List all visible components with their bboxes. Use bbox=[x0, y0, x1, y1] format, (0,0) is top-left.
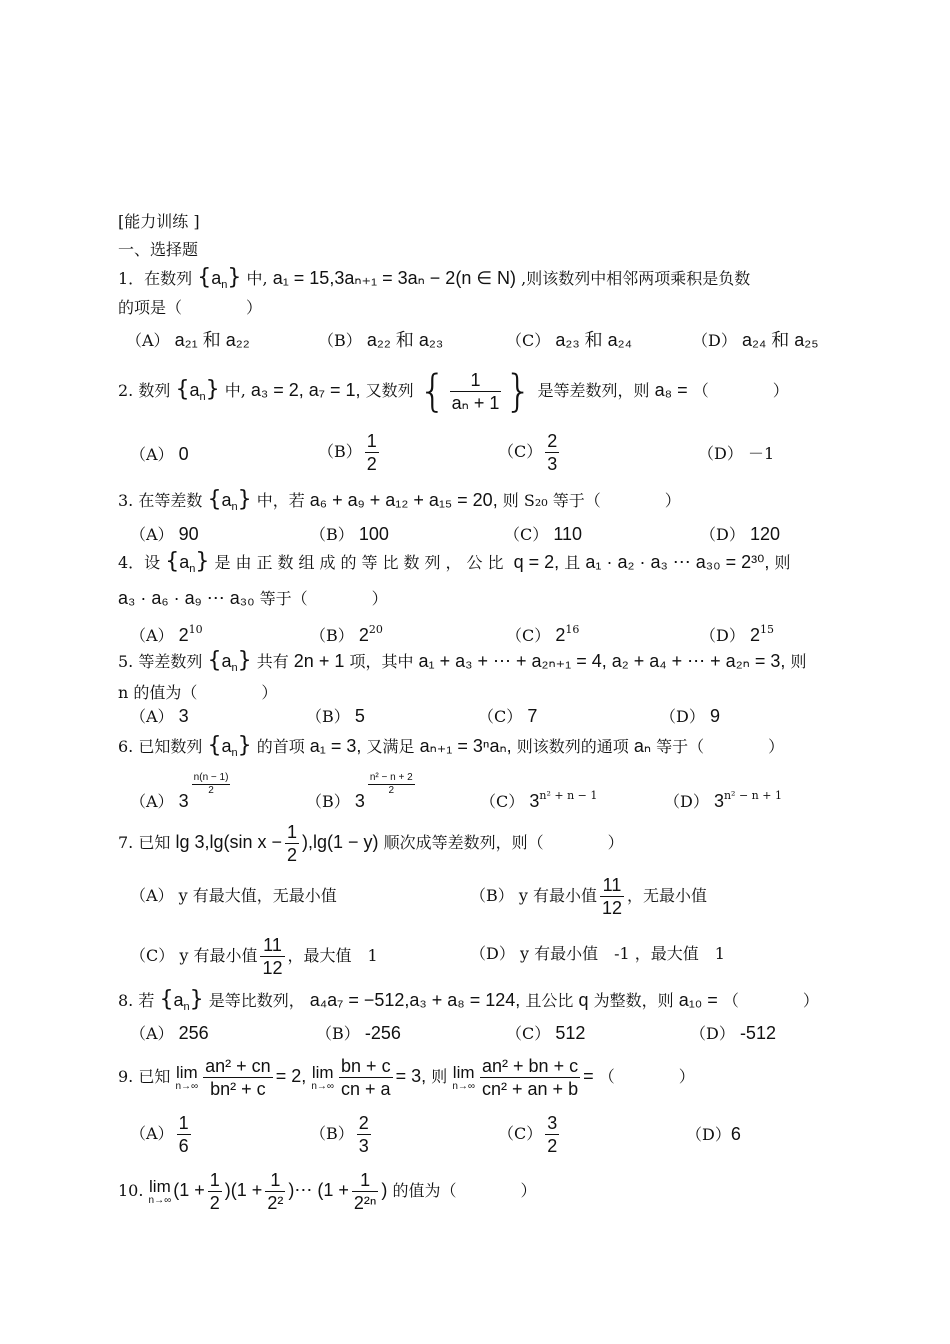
q5-option-d[interactable]: （D） 9 bbox=[660, 706, 720, 726]
q2-option-b[interactable]: （B） $\frac{1}{2}$ bbox=[318, 431, 377, 474]
q5-line2: n 的值为（ ） bbox=[118, 683, 278, 702]
question-8: 8. 若 $\{a_n\}$ 是等比数列， a₄a₇ = −512,a₃ + a₈ = 124, 且公比 q 为整数，则 a₁₀ = （ ） bbox=[118, 987, 819, 1013]
q5-condition: a₁ + a₃ + ⋯ + a₂ₙ₊₁ = 4, a₂ + a₄ + ⋯ + a₂ₙ = 3, bbox=[418, 651, 786, 671]
question-10: 10. lim n→∞ (1 + $\frac{1}{2}$ )(1 + $\frac{1}{\text{2²}}$ )⋯ (1 + $\frac{1}{\text{2²ⁿ}}$ ) 的值为（ ） bbox=[118, 1170, 537, 1213]
q2-option-d[interactable]: （D） －1 bbox=[698, 444, 775, 463]
q8-option-b[interactable]: （B） -256 bbox=[316, 1023, 401, 1043]
q1-option-a[interactable]: （A） a₂₁ 和 a₂₂ bbox=[126, 330, 250, 350]
q6-option-d[interactable]: （D） $3^{n^2 - n + 1}$ bbox=[664, 789, 782, 811]
q1-option-b[interactable]: （B） a₂₂ 和 a₂₃ bbox=[318, 330, 444, 350]
q6-recurrence: aₙ₊₁ = 3ⁿaₙ, bbox=[419, 736, 512, 756]
q6-option-b[interactable]: （B） 3 $\frac{\text{n² − n + 2}}{2}$ bbox=[306, 772, 413, 811]
q7-option-d[interactable]: （D） y 有最小值 -1 ，最大值 1 bbox=[470, 944, 725, 963]
q9-option-b[interactable]: （B） $\frac{2}{3}$ bbox=[310, 1113, 369, 1156]
q8-option-d[interactable]: （D） -512 bbox=[690, 1023, 776, 1043]
q9-option-c[interactable]: （C） $\frac{3}{2}$ bbox=[498, 1113, 558, 1156]
q4-option-c[interactable]: （C） $2^{16}$ bbox=[506, 623, 580, 645]
q8-option-c[interactable]: （C） 512 bbox=[506, 1023, 586, 1043]
q4-line2: a₃ · a₆ · a₉ ⋯ a₃₀ 等于（ ） bbox=[118, 588, 388, 608]
q2-target: a₈ = bbox=[654, 380, 688, 400]
section-header: [能力训练 ] bbox=[118, 212, 200, 231]
q1-option-c[interactable]: （C） a₂₃ 和 a₂₄ bbox=[506, 330, 633, 350]
q2-option-a[interactable]: （A） 0 bbox=[130, 444, 189, 464]
q3-option-d[interactable]: （D） 120 bbox=[700, 524, 780, 544]
q6-option-c[interactable]: （C） $3^{n^2 + n - 1}$ bbox=[480, 789, 598, 811]
q7-option-c[interactable]: （C） y 有最小值 $\frac{11}{12}$ ，最大值 1 bbox=[130, 935, 378, 978]
q5-option-b[interactable]: （B） 5 bbox=[306, 706, 365, 726]
q5-option-c[interactable]: （C） 7 bbox=[478, 706, 538, 726]
question-9: 9. 已知 lim n→∞ $\frac{\text{an² + cn}}{\text{bn² + c}}$ = 2, lim n→∞ $\frac{bn + c}{cn + a}$ = 3, 则 lim n→∞ $\frac{\text{an² + bn + c}}{\text{cn² + an + b}}$ = （ ） bbox=[118, 1056, 695, 1099]
question-5: 5. 等差数列 $\{a_n\}$ 共有 2n + 1 项，其中 a₁ + a₃ + ⋯ + a₂ₙ₊₁ = 4, a₂ + a₄ + ⋯ + a₂ₙ = 3, 则 bbox=[118, 648, 807, 674]
q6-option-a[interactable]: （A） 3 $\frac{n(n - 1)}{2}$ bbox=[130, 772, 229, 811]
q4-option-b[interactable]: （B） $2^{20}$ bbox=[310, 623, 383, 645]
q5-option-a[interactable]: （A） 3 bbox=[130, 706, 189, 726]
q8-condition: a₄a₇ = −512,a₃ + a₈ = 124, bbox=[309, 990, 521, 1010]
q4-option-d[interactable]: （D） $2^{15}$ bbox=[700, 623, 774, 645]
q4-option-a[interactable]: （A） $2^{10}$ bbox=[130, 623, 203, 645]
q8-option-a[interactable]: （A） 256 bbox=[130, 1023, 209, 1043]
q7-option-b[interactable]: （B） y 有最小值 $\frac{11}{12}$ ，无最小值 bbox=[470, 875, 708, 918]
q2-option-c[interactable]: （C） $\frac{2}{3}$ bbox=[498, 431, 558, 474]
q1-condition: a₁ = 15,3aₙ₊₁ = 3aₙ − 2(n ∈ N) bbox=[272, 268, 517, 288]
question-1 bbox=[118, 265, 751, 295]
q1-option-d[interactable]: （D） a₂₄ 和 a₂₅ bbox=[692, 330, 819, 350]
q3-option-c[interactable]: （C） 110 bbox=[504, 524, 583, 544]
q1-lead: 1．在数列 bbox=[118, 269, 193, 288]
q2-fraction: $\frac{1}{\text{aₙ + 1}}$ bbox=[451, 370, 500, 413]
section-type: 一、选择题 bbox=[118, 240, 199, 259]
q9-option-a[interactable]: （A） $\frac{1}{6}$ bbox=[130, 1113, 189, 1156]
q3-option-a[interactable]: （A） 90 bbox=[130, 524, 199, 544]
q1-tail: ,则该数列中相邻两项乘积是负数 bbox=[521, 269, 751, 288]
question-6: 6. 已知数列 $\{a_n\}$ 的首项 a₁ = 3, 又满足 aₙ₊₁ = 3ⁿaₙ, 则该数列的通项 aₙ 等于（ ） bbox=[118, 733, 785, 759]
q2-condition: a₃ = 2, a₇ = 1, bbox=[250, 380, 361, 400]
q4-product: a₁ · a₂ · a₃ ⋯ a₃₀ = 2³⁰, bbox=[585, 552, 770, 572]
question-4: 4．设 $\{a_n\}$ 是由正数组成的等比数列，公比 q = 2, 且 a₁ · a₂ · a₃ ⋯ a₃₀ = 2³⁰, 则 bbox=[118, 549, 791, 575]
q1-seq: $\{a_n\}$ bbox=[197, 265, 242, 291]
q3-condition: a₆ + a₉ + a₁₂ + a₁₅ = 20, bbox=[309, 490, 498, 510]
q3-option-b[interactable]: （B） 100 bbox=[310, 524, 389, 544]
q1-mid: 中, bbox=[246, 269, 268, 288]
question-3: 3. 在等差数 $\{a_n\}$ 中，若 a₆ + a₉ + a₁₂ + a₁₅ = 20, 则 S₂₀ 等于（ ） bbox=[118, 487, 681, 513]
q9-option-d[interactable]: （D）6 bbox=[686, 1124, 741, 1144]
q1-line2: 的项是（ ） bbox=[118, 298, 263, 317]
q7-option-a[interactable]: （A） y 有最大值，无最小值 bbox=[130, 886, 337, 905]
question-7: 7. 已知 lg 3,lg(sin x − $\frac{1}{2}$ ),lg(1 − y) 顺次成等差数列，则（ ） bbox=[118, 822, 624, 865]
question-2: 2. 数列 $\{a_n\}$ 中, a₃ = 2, a₇ = 1, 又数列 { $\frac{1}{\text{aₙ + 1}}$ } 是等差数列，则 a₈ = （ ） bbox=[118, 365, 789, 417]
